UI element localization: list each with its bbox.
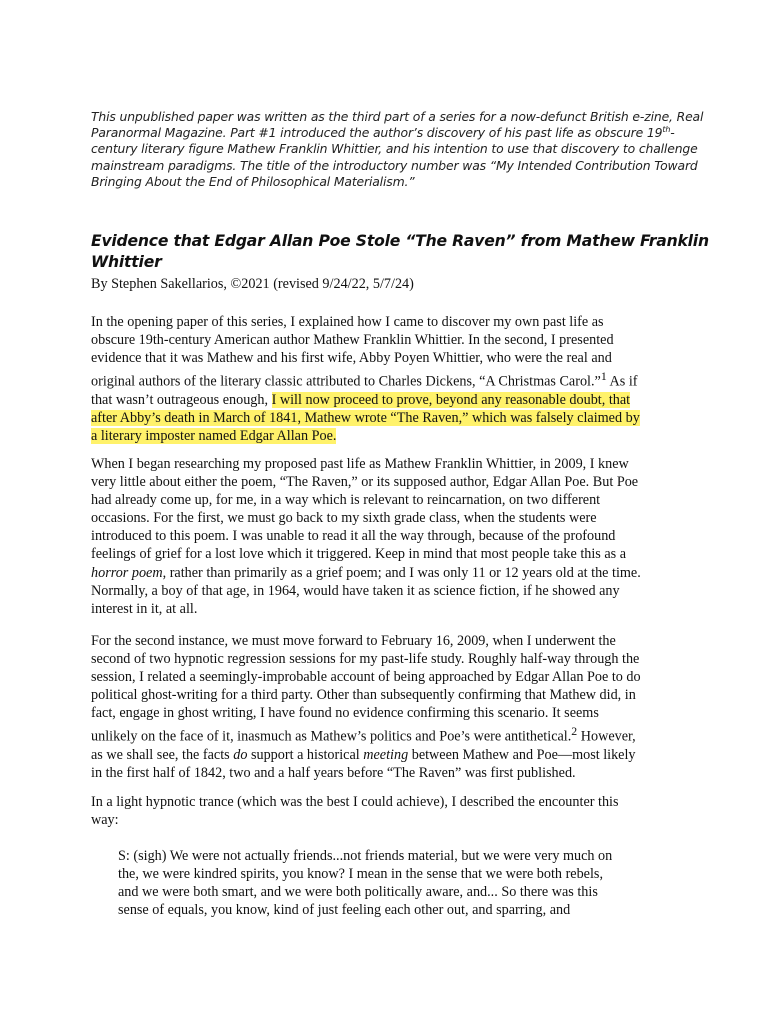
paragraph-4 <box>91 793 689 829</box>
text-line: had already come up, for me, in a way which is relevant to reincarnation, on two different <box>91 492 601 509</box>
intro-line: Bringing About the End of Philosophical Materialism.” <box>91 173 415 189</box>
quote-line: sense of equals, you know, kind of just feeling each other out, and sparring, and <box>118 902 571 919</box>
emphasis: do <box>233 747 248 764</box>
text-line: session, I related a seemingly-improbable account of being approached by Edgar Allan Poe to do <box>91 669 641 686</box>
article-title <box>91 231 709 273</box>
text-line: as we shall see, the facts do support a historical meeting between Mathew and Poe—most likely <box>91 747 636 764</box>
text-line: in the first half of 1842, two and a half years before “The Raven” was first published. <box>91 765 576 782</box>
footnote-ref[interactable]: 2 <box>571 724 578 739</box>
text-line: fact, engage in ghost writing, I have found no evidence confirming this scenario. It seems <box>91 705 599 722</box>
text-line: In a light hypnotic trance (which was the best I could achieve), I described the encounter this <box>91 794 619 810</box>
text-line: occasions. For the first, we must go back to my sixth grade class, when the students were <box>91 510 597 527</box>
paragraph-3 <box>91 632 689 782</box>
footnote-ref[interactable]: 1 <box>600 369 607 384</box>
text-line: very little about either the poem, “The Raven,” or its supposed author, Edgar Allan Poe. But Poe <box>91 474 639 491</box>
text-line: way: <box>91 812 119 829</box>
superscript: th <box>662 125 671 135</box>
emphasis: horror poem <box>91 564 163 581</box>
title-line: Whittier <box>91 253 162 271</box>
text-line: In the opening paper of this series, I explained how I came to discover my own past life as <box>91 314 604 330</box>
paragraph-1 <box>91 313 689 445</box>
highlighted-text: after Abby’s death in March of 1841, Mathew wrote “The Raven,” which was falsely claimed by <box>91 410 640 427</box>
intro-line: This unpublished paper was written as the third part of a series for a now-defunct British e-zine, Real <box>91 109 704 124</box>
text-line: original authors of the literary classic attributed to Charles Dickens, “A Christmas Carol.”$^1$ As if <box>91 369 638 391</box>
byline: By Stephen Sakellarios, ©2021 (revised 9/24/22, 5/7/24) <box>91 276 414 292</box>
text-line: For the second instance, we must move forward to February 16, 2009, when I underwent the <box>91 633 616 649</box>
block-quote <box>118 847 690 919</box>
intro-line: century literary figure Mathew Franklin Whittier, and his intention to use that discovery to challenge <box>91 141 698 157</box>
highlighted-text: I will now proceed to prove, beyond any reasonable doubt, that <box>271 392 631 409</box>
paragraph-2 <box>91 455 689 618</box>
text-line: introduced to this poem. I was unable to read it all the way through, because of the profound <box>91 528 616 545</box>
text-line <box>91 427 689 445</box>
title-line: Evidence that Edgar Allan Poe Stole “The Raven” from Mathew Franklin <box>91 232 709 250</box>
text-line <box>91 409 689 427</box>
quote-line: S: (sigh) We were not actually friends...not friends material, but we were very much on <box>118 848 613 864</box>
intro-line: Paranormal Magazine. Part #1 introduced the author’s discovery of his past life as obscure 19th- <box>91 125 675 141</box>
text-line: feelings of grief for a lost love which it triggered. Keep in mind that most people take this as a <box>91 546 627 563</box>
quote-line: the, we were kindred spirits, you know? I mean in the sense that we were both rebels, <box>118 866 603 883</box>
text-line: second of two hypnotic regression sessions for my past-life study. Roughly half-way through the <box>91 651 640 668</box>
highlighted-text: a literary imposter named Edgar Allan Poe. <box>91 428 337 445</box>
text-line: When I began researching my proposed past life as Mathew Franklin Whittier, in 2009, I knew <box>91 456 629 472</box>
intro-line: mainstream paradigms. The title of the introductory number was “My Intended Contribution Toward <box>91 157 698 173</box>
intro-note <box>91 109 704 190</box>
text-line: Normally, a boy of that age, in 1964, would have taken it as science fiction, if he showed any <box>91 582 620 599</box>
quote-line: and we were both smart, and we were both politically aware, and... So there was this <box>118 884 598 901</box>
text-line: political ghost-writing for a third party. Other than subsequently confirming that Mathew did, in <box>91 687 636 704</box>
emphasis: meeting <box>363 747 409 764</box>
text-line: horror poem, rather than primarily as a grief poem; and I was only 11 or 12 years old at the time. <box>91 564 641 581</box>
text-line: interest in it, at all. <box>91 600 198 617</box>
text-line: obscure 19th-century American author Mathew Franklin Whittier. In the second, I presented <box>91 332 614 349</box>
text-line: evidence that it was Mathew and his first wife, Abby Poyen Whittier, who were the real and <box>91 350 612 367</box>
text-line: unlikely on the face of it, inasmuch as Mathew’s politics and Poe’s were antithetical.$^2$ However, <box>91 724 636 746</box>
text-line: that wasn’t outrageous enough, I will now proceed to prove, beyond any reasonable doubt, that <box>91 392 631 409</box>
